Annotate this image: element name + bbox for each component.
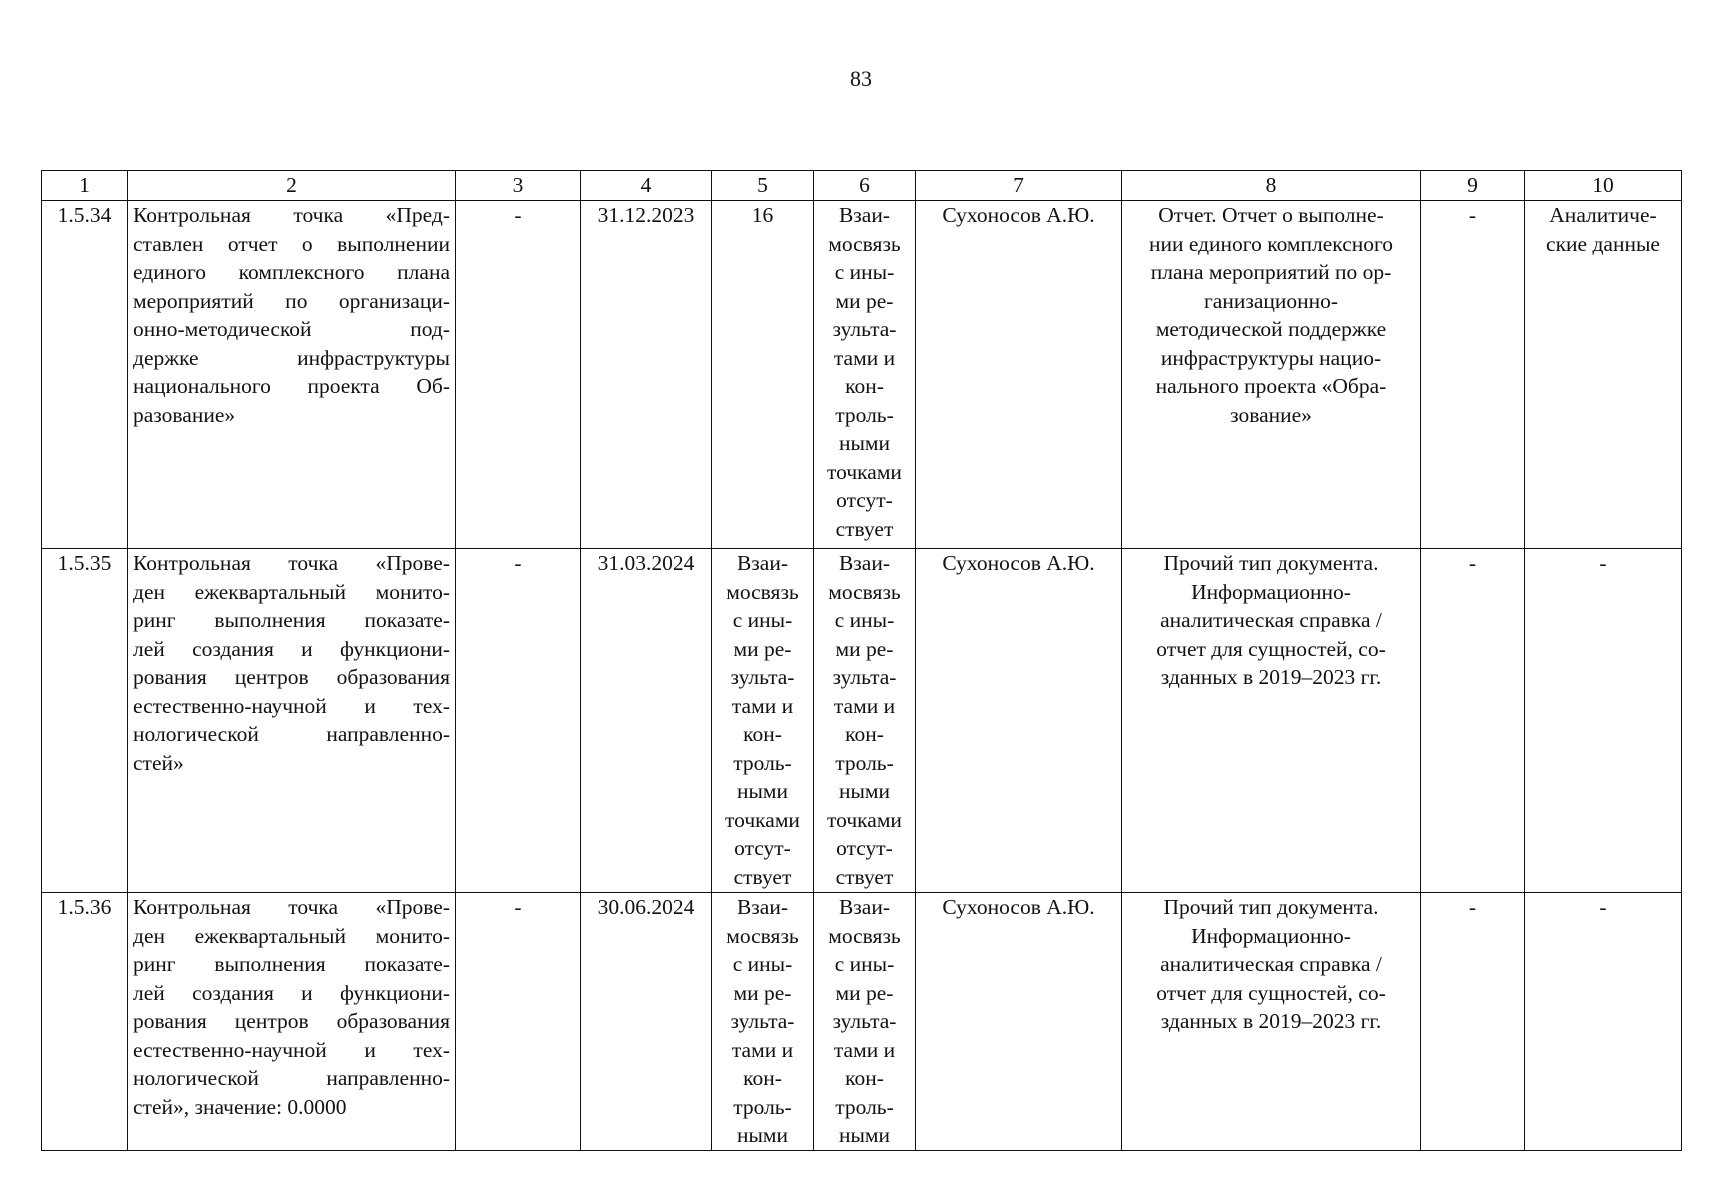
document-cell-line: плана мероприятий по ор- — [1150, 260, 1392, 284]
col6-cell-line: точками — [827, 459, 902, 484]
row-id-cell-text: 1.5.35 — [57, 551, 112, 575]
col10-cell — [1525, 549, 1682, 893]
col6-cell-line: кон- — [845, 374, 884, 398]
responsible-cell — [916, 549, 1122, 893]
row-name-cell-line: ринг выполнения показате- — [133, 608, 450, 632]
date-cell — [581, 201, 712, 549]
col6-cell-line: троль- — [835, 1094, 894, 1119]
row-name-cell — [128, 201, 456, 549]
col5-cell-line: мосвязь — [726, 579, 799, 604]
col6-cell-line: ными — [838, 1123, 891, 1147]
col6-cell-line: тами и — [833, 693, 896, 718]
responsible-cell-text: Сухоносов А.Ю. — [942, 551, 1095, 575]
row-name-cell-line: держке инфраструктуры — [133, 345, 450, 370]
row-name-cell-line: нологической направленно- — [133, 722, 450, 746]
document-cell-line: ганизационно- — [1203, 288, 1339, 313]
col5-cell-line: Взаи- — [736, 551, 789, 575]
row-name-cell-line: нологической направленно- — [133, 1066, 450, 1090]
col6-cell-line: ными — [838, 431, 891, 455]
col9-cell — [1421, 201, 1525, 549]
row-name-cell-line: естественно-научной и тех- — [133, 693, 450, 718]
col6-cell-line: зульта- — [832, 665, 897, 689]
col6-cell-line: ми ре- — [835, 636, 894, 661]
col10-cell-line: Аналитиче- — [1549, 203, 1657, 227]
col10-cell-line: - — [1599, 895, 1607, 919]
row-name-cell-line: лей создания и функциони- — [133, 980, 450, 1005]
row-id-cell-text: 1.5.34 — [57, 203, 112, 227]
document-cell-line: инфраструктуры нацио- — [1160, 345, 1382, 370]
col6-cell-line: зульта- — [832, 1009, 897, 1033]
activities-table — [41, 170, 1682, 1151]
header-cell: 7 — [916, 171, 1122, 201]
header-cell: 8 — [1122, 171, 1421, 201]
col5-cell-line: точками — [725, 807, 800, 832]
row-name-cell-line: рования центров образования — [133, 665, 450, 689]
document-cell-line: Прочий тип документа. — [1163, 895, 1379, 919]
row-name-cell-line: мероприятий по организаци- — [133, 288, 450, 313]
document-cell-line: методической поддержке — [1155, 317, 1387, 341]
row-name-cell-line: разование» — [133, 402, 236, 427]
col6-cell-line: ми ре- — [835, 288, 894, 313]
page-number: 83 — [850, 66, 872, 91]
col5-cell-line: кон- — [743, 1066, 782, 1090]
col6-cell-line: точками — [827, 807, 902, 832]
col6-cell-line: Взаи- — [838, 203, 891, 227]
col6-cell-line: Взаи- — [838, 551, 891, 575]
document-cell-line: Информационно- — [1191, 579, 1351, 604]
col5-cell-line: ными — [736, 1123, 789, 1147]
col5-cell-line: ствует — [733, 864, 792, 889]
responsible-cell-text: Сухоносов А.Ю. — [942, 895, 1095, 919]
col5-cell-line: отсут- — [734, 836, 791, 860]
row-name-cell-line: лей создания и функциони- — [133, 636, 450, 661]
row-name-cell — [128, 893, 456, 1151]
row-name-cell-line: ден ежеквартальный монито- — [133, 579, 450, 604]
row-name-cell-line: ден ежеквартальный монито- — [133, 923, 450, 948]
row-id-cell — [42, 549, 128, 893]
document-cell-line: Отчет. Отчет о выполне- — [1158, 203, 1384, 227]
col6-cell-line: кон- — [845, 1066, 884, 1090]
responsible-cell — [916, 893, 1122, 1151]
col6-cell-line: кон- — [845, 722, 884, 746]
table-row — [42, 549, 1682, 893]
document-cell-line: зование» — [1230, 402, 1312, 427]
header-cell: 9 — [1421, 171, 1525, 201]
col3-cell — [456, 201, 581, 549]
col5-cell-line: зульта- — [730, 665, 795, 689]
col5-cell-line: Взаи- — [736, 895, 789, 919]
col10-cell — [1525, 893, 1682, 1151]
header-cell: 3 — [456, 171, 581, 201]
document-cell-line: Информационно- — [1191, 923, 1351, 948]
row-id-cell — [42, 201, 128, 549]
col3-cell-text: - — [514, 203, 522, 227]
header-cell: 10 — [1525, 171, 1682, 201]
col6-cell-line: отсут- — [836, 488, 893, 512]
document-cell-line: нального проекта «Обра- — [1155, 374, 1387, 398]
col5-cell-line: ми ре- — [733, 980, 792, 1005]
date-cell — [581, 893, 712, 1151]
col6-cell-line: мосвязь — [828, 579, 901, 604]
document-cell-line: зданных в 2019–2023 гг. — [1160, 1009, 1382, 1033]
col6-cell-line: Взаи- — [838, 895, 891, 919]
col6-cell-line: зульта- — [832, 317, 897, 341]
col10-cell — [1525, 201, 1682, 549]
header-cell: 5 — [712, 171, 814, 201]
col6-cell-line: ми ре- — [835, 980, 894, 1005]
document-cell-line: зданных в 2019–2023 гг. — [1160, 665, 1382, 689]
date-cell-text: 30.06.2024 — [597, 895, 695, 919]
row-id-cell-text: 1.5.36 — [57, 895, 112, 919]
document-cell-line: Прочий тип документа. — [1163, 551, 1379, 575]
row-name-cell-line: Контрольная точка «Прове- — [133, 551, 450, 575]
col6-cell-line: мосвязь — [828, 923, 901, 948]
col5-cell-line: с ины- — [732, 608, 793, 632]
row-name-cell-line: национального проекта Об- — [133, 374, 450, 398]
col6-cell-line: тами и — [833, 1037, 896, 1062]
document-cell — [1122, 549, 1421, 893]
col6-cell — [814, 893, 916, 1151]
col6-cell-line: с ины- — [834, 260, 895, 284]
col6-cell-line: с ины- — [834, 952, 895, 976]
date-cell-text: 31.03.2024 — [597, 551, 695, 575]
col5-cell-line: троль- — [733, 1094, 792, 1119]
col10-cell-line: ские данные — [1546, 231, 1660, 256]
col5-cell-line: кон- — [743, 722, 782, 746]
row-name-cell-line: ринг выполнения показате- — [133, 952, 450, 976]
col5-cell-line: 16 — [751, 203, 774, 227]
col6-cell — [814, 201, 916, 549]
col6-cell-line: отсут- — [836, 836, 893, 860]
col9-cell-text: - — [1468, 551, 1477, 575]
row-name-cell-line: стей», значение: 0.0000 — [133, 1094, 347, 1119]
col9-cell — [1421, 893, 1525, 1151]
col5-cell-line: с ины- — [732, 952, 793, 976]
responsible-cell — [916, 201, 1122, 549]
table-row — [42, 201, 1682, 549]
row-name-cell-line: ставлен отчет о выполнении — [133, 231, 450, 256]
col5-cell — [712, 201, 814, 549]
col3-cell — [456, 893, 581, 1151]
col5-cell-line: ными — [736, 779, 789, 803]
col5-cell-line: тами и — [731, 1037, 794, 1062]
col9-cell-text: - — [1468, 203, 1477, 227]
col5-cell-line: зульта- — [730, 1009, 795, 1033]
col3-cell — [456, 549, 581, 893]
date-cell — [581, 549, 712, 893]
row-name-cell — [128, 549, 456, 893]
col10-cell-line: - — [1599, 551, 1607, 575]
document-cell-line: отчет для сущностей, со- — [1156, 980, 1386, 1005]
header-cell: 2 — [128, 171, 456, 201]
document-cell-line: аналитическая справка / — [1160, 608, 1382, 632]
row-name-cell-line: Контрольная точка «Пред- — [133, 203, 450, 227]
header-cell: 1 — [42, 171, 128, 201]
col9-cell-text: - — [1468, 895, 1477, 919]
row-name-cell-line: единого комплексного плана — [133, 260, 450, 284]
col6-cell-line: ствует — [835, 516, 894, 541]
col5-cell-line: ми ре- — [733, 636, 792, 661]
col6-cell-line: троль- — [835, 750, 894, 775]
date-cell-text: 31.12.2023 — [597, 203, 695, 227]
document-cell-line: аналитическая справка / — [1160, 952, 1382, 976]
header-row — [42, 171, 1682, 201]
col5-cell-line: мосвязь — [726, 923, 799, 948]
col6-cell-line: троль- — [835, 402, 894, 427]
document-cell — [1122, 893, 1421, 1151]
col3-cell-text: - — [514, 895, 522, 919]
row-name-cell-line: онно-методической под- — [133, 317, 450, 341]
row-name-cell-line: рования центров образования — [133, 1009, 450, 1033]
table-row — [42, 893, 1682, 1151]
col6-cell-line: мосвязь — [828, 231, 901, 256]
col6-cell-line: ствует — [835, 864, 894, 889]
row-name-cell-line: стей» — [133, 750, 184, 775]
col3-cell-text: - — [514, 551, 522, 575]
document-cell-line: отчет для сущностей, со- — [1156, 636, 1386, 661]
col6-cell-line: тами и — [833, 345, 896, 370]
col9-cell — [1421, 549, 1525, 893]
col6-cell-line: с ины- — [834, 608, 895, 632]
col5-cell — [712, 893, 814, 1151]
row-name-cell-line: Контрольная точка «Прове- — [133, 895, 450, 919]
row-name-cell-line: естественно-научной и тех- — [133, 1037, 450, 1062]
col5-cell — [712, 549, 814, 893]
row-id-cell — [42, 893, 128, 1151]
col5-cell-line: тами и — [731, 693, 794, 718]
header-cell: 4 — [581, 171, 712, 201]
col5-cell-line: троль- — [733, 750, 792, 775]
document-cell-line: нии единого комплексного — [1148, 231, 1394, 256]
col6-cell-line: ными — [838, 779, 891, 803]
col6-cell — [814, 549, 916, 893]
document-cell — [1122, 201, 1421, 549]
responsible-cell-text: Сухоносов А.Ю. — [942, 203, 1095, 227]
header-cell: 6 — [814, 171, 916, 201]
